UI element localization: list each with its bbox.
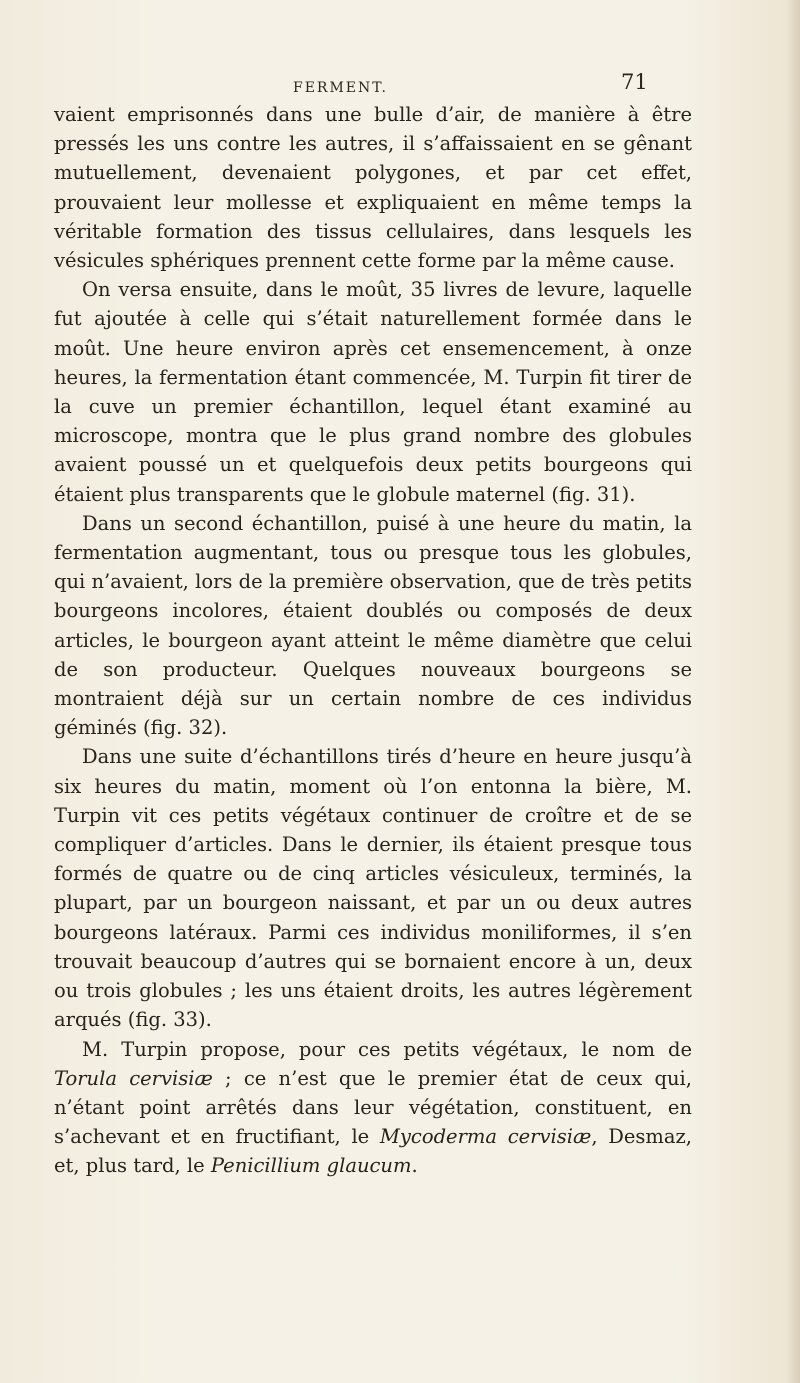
page-number: 71 xyxy=(621,70,648,94)
paragraph-4: Dans une suite d’échantillons tirés d’heure en heure jusqu’à six heures du matin, moment où l’on entonna la bière, M. Turpin vit ces petits végétaux continuer de croître et de se compliquer d’articles. Dans le dernier, ils étaient presque tous formés de quatre ou de cinq articles vésiculeux, terminés, la plupart, par un bourgeon naissant, et par un ou deux autres bourgeons latéraux. Parmi ces individus moniliformes, il s’en trouvait beaucoup d’autres qui se bornaient encore à un, deux ou trois globules ; les uns étaient droits, les autres légèrement arqués (fig. 33). xyxy=(54,745,692,1032)
paragraph-1: vaient emprisonnés dans une bulle d’air, de manière à être pressés les uns contre les autres, il s’affaissaient en se gênant mutuellement, devenaient polygones, et par cet effet, prouvaient leur mollesse et expliquaient en même temps la véritable formation des tissus cellulaires, dans lesquels les vésicules sphériques prennent cette forme par la même cause. xyxy=(54,103,692,273)
paragraph-5-text-a: M. Turpin propose, pour ces petits végétaux, le nom de xyxy=(82,1037,692,1061)
paragraph-5-text-b: ; ce n’est que le premier état de ceux qui, n’étant point arrêtés dans leur végétation, constituent, en s’achevant et en fructifiant, le xyxy=(54,1066,692,1149)
running-head: FERMENT. xyxy=(293,80,389,96)
page-edge-shadow xyxy=(786,0,800,1383)
paragraph-3: Dans un second échantillon, puisé à une heure du matin, la fermentation augmentant, tous ou presque tous les globules, qui n’avaient, lors de la première observation, que de très petits bourgeons incolores, étaient doublés ou composés de deux articles, le bourgeon ayant atteint le même diamètre que celui de son producteur. Quelques nouveaux bourgeons se montraient déjà sur un certain nombre de ces individus géminés (fig. 32). xyxy=(54,511,692,740)
body-text xyxy=(54,100,692,1181)
paragraph-5 xyxy=(54,1035,692,1181)
taxon-mycoderma: Mycoderma cervisiæ xyxy=(379,1125,592,1149)
taxon-penicillium: Penicillium glaucum xyxy=(210,1154,412,1178)
taxon-torula: Torula cervisiæ xyxy=(54,1066,213,1090)
paragraph-5-text-c: , Desmaz, et, plus tard, le xyxy=(54,1125,692,1178)
paragraph-2: On versa ensuite, dans le moût, 35 livres de levure, laquelle fut ajoutée à celle qui s’était naturellement formée dans le moût. Une heure environ après cet ensemencement, à onze heures, la fermentation étant commencée, M. Turpin fit tirer de la cuve un premier échantillon, lequel étant examiné au microscope, montra que le plus grand nombre des globules avaient poussé un et quelquefois deux petits bourgeons qui étaient plus transparents que le globule maternel (fig. 31). xyxy=(54,278,692,506)
paragraph-5-text-d: . xyxy=(411,1154,418,1178)
